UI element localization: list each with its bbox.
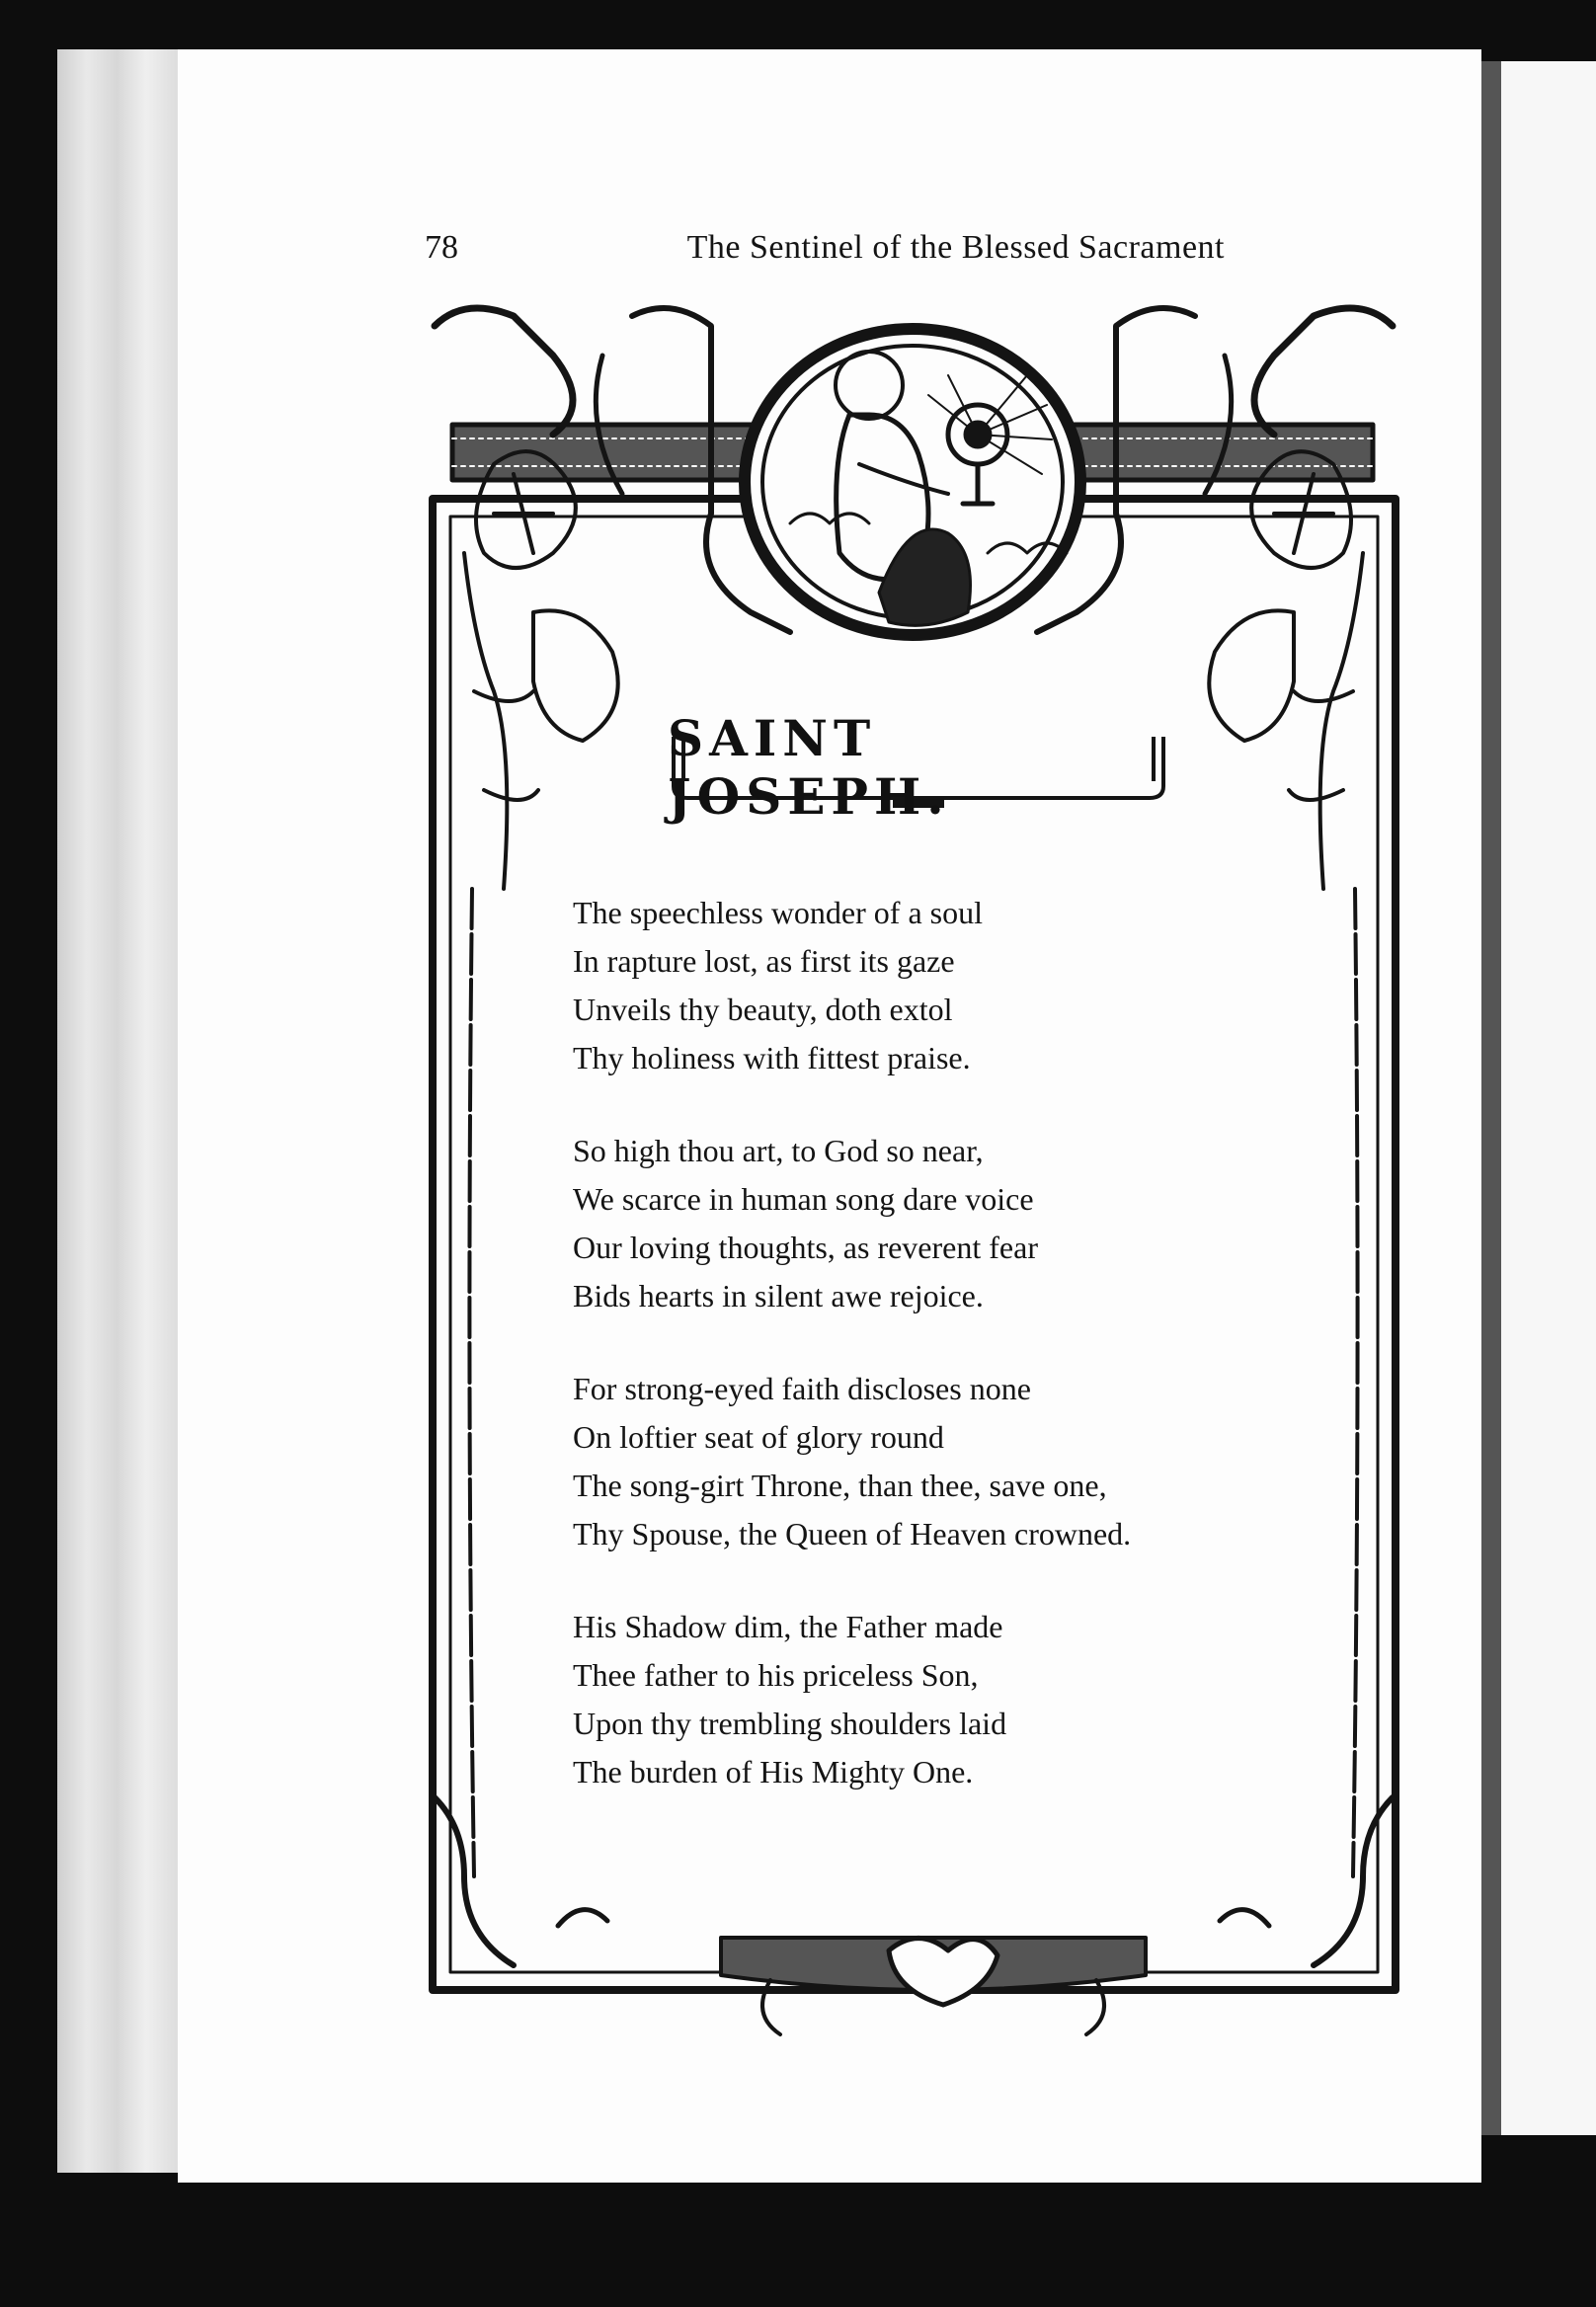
poem-line: Thee father to his priceless Son, xyxy=(573,1657,979,1693)
poem-line: The song-girt Throne, than thee, save one, xyxy=(573,1468,1107,1503)
poem-line: For strong-eyed faith discloses none xyxy=(573,1371,1031,1406)
stanza-4 xyxy=(573,1603,1244,1796)
poem-line: Thy Spouse, the Queen of Heaven crowned. xyxy=(573,1516,1132,1551)
poem-line: On loftier seat of glory round xyxy=(573,1419,944,1455)
poem-line: Thy holiness with fittest praise. xyxy=(573,1040,971,1075)
poem-line: We scarce in human song dare voice xyxy=(573,1181,1034,1217)
stanza-3 xyxy=(573,1365,1244,1558)
poem-line: The speechless wonder of a soul xyxy=(573,895,983,930)
running-title: The Sentinel of the Blessed Sacrament xyxy=(686,229,1225,266)
page-number: 78 xyxy=(425,229,458,266)
poem-line: His Shadow dim, the Father made xyxy=(573,1609,1003,1644)
stanza-2 xyxy=(573,1127,1244,1320)
poem-line: Unveils thy beauty, doth extol xyxy=(573,992,953,1027)
poem-line: Upon thy trembling shoulders laid xyxy=(573,1706,1007,1741)
poem-line: In rapture lost, as first its gaze xyxy=(573,943,955,979)
poem-title: SAINT JOSEPH. xyxy=(668,709,950,826)
poem-line: Our loving thoughts, as reverent fear xyxy=(573,1230,1038,1265)
stanza-1 xyxy=(573,889,1244,1082)
poem-line: So high thou art, to God so near, xyxy=(573,1133,984,1168)
poem-line: Bids hearts in silent awe rejoice. xyxy=(573,1278,984,1313)
poem-title-banner xyxy=(668,709,1169,826)
poem-line: The burden of His Mighty One. xyxy=(573,1754,974,1790)
poem-body xyxy=(573,889,1244,1841)
